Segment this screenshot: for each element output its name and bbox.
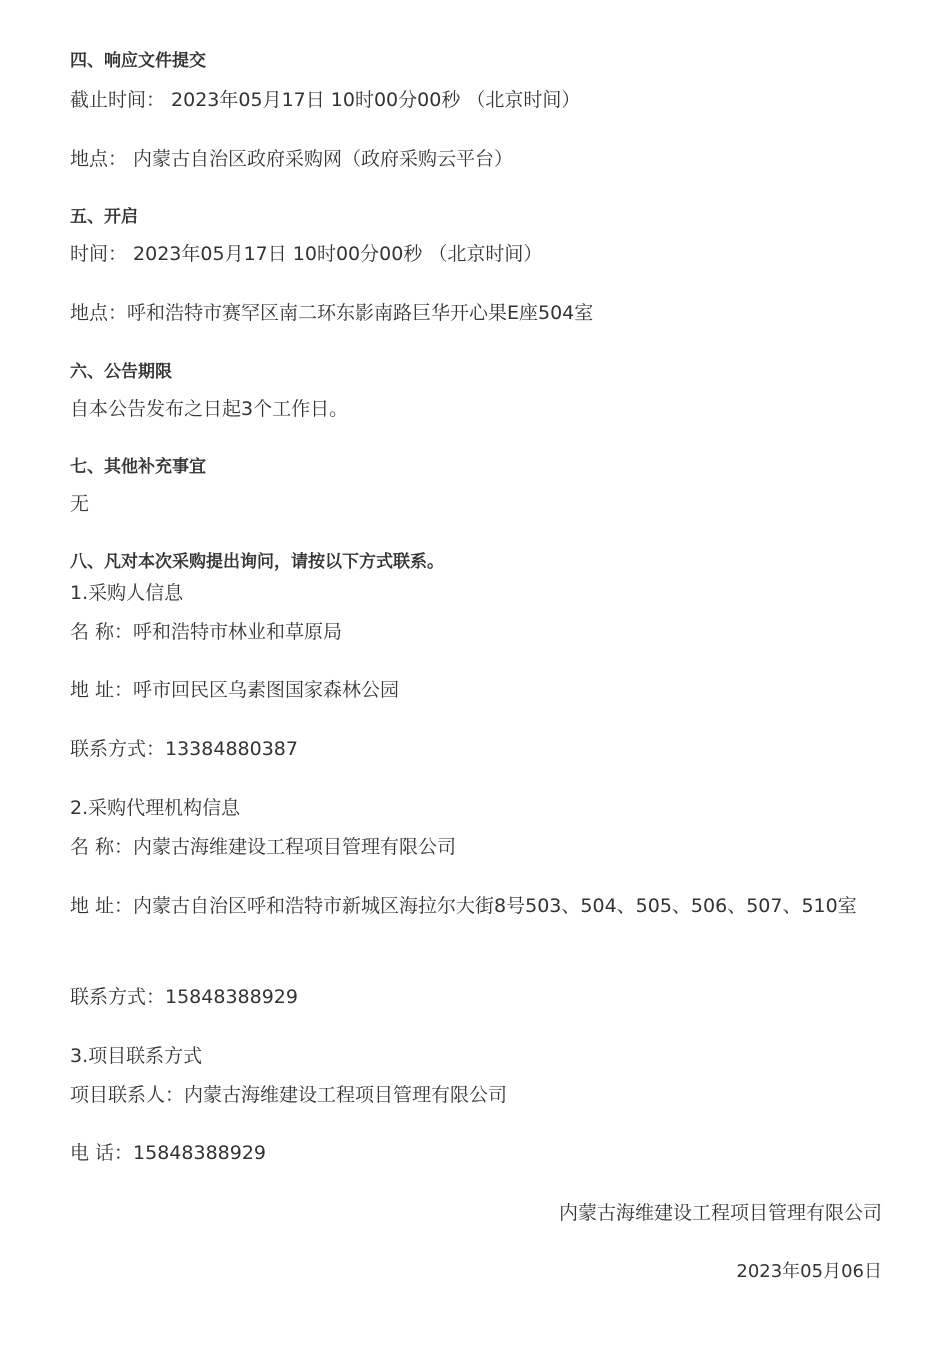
- purchaser-address: 地 址：呼市回民区乌素图国家森林公园: [70, 679, 400, 701]
- section-4-heading: 四、响应文件提交: [70, 51, 206, 71]
- footer-date: 2023年05月06日: [736, 1261, 882, 1282]
- section-6-heading: 六、公告期限: [70, 362, 172, 382]
- project-contact-phone: 电 话：15848388929: [70, 1142, 267, 1164]
- notice-period-text: 自本公告发布之日起3个工作日。: [70, 398, 349, 420]
- section-8-heading: 八、凡对本次采购提出询问，请按以下方式联系。: [70, 552, 444, 572]
- section-5-heading: 五、开启: [70, 207, 138, 227]
- project-contact-title: 3.项目联系方式: [70, 1045, 203, 1067]
- project-contact-person: 项目联系人：内蒙古海维建设工程项目管理有限公司: [70, 1084, 508, 1106]
- purchaser-contact: 联系方式：13384880387: [70, 738, 298, 760]
- agency-name: 名 称：内蒙古海维建设工程项目管理有限公司: [70, 836, 457, 858]
- agency-title: 2.采购代理机构信息: [70, 797, 241, 819]
- purchaser-title: 1.采购人信息: [70, 582, 184, 604]
- opening-location: 地点：呼和浩特市赛罕区南二环东影南路巨华开心果E座504室: [70, 302, 594, 324]
- agency-contact: 联系方式：15848388929: [70, 986, 298, 1008]
- opening-time: 时间： 2023年05月17日 10时00分00秒 （北京时间）: [70, 243, 543, 265]
- section-7-heading: 七、其他补充事宜: [70, 457, 206, 477]
- supplementary-text: 无: [70, 493, 90, 515]
- submission-deadline: 截止时间： 2023年05月17日 10时00分00秒 （北京时间）: [70, 89, 581, 111]
- agency-address: 地 址：内蒙古自治区呼和浩特市新城区海拉尔大街8号503、504、505、506、507、510室: [70, 895, 857, 917]
- footer-company: 内蒙古海维建设工程项目管理有限公司: [558, 1202, 882, 1224]
- submission-location: 地点： 内蒙古自治区政府采购网（政府采购云平台）: [70, 148, 514, 170]
- purchaser-name: 名 称：呼和浩特市林业和草原局: [70, 621, 343, 643]
